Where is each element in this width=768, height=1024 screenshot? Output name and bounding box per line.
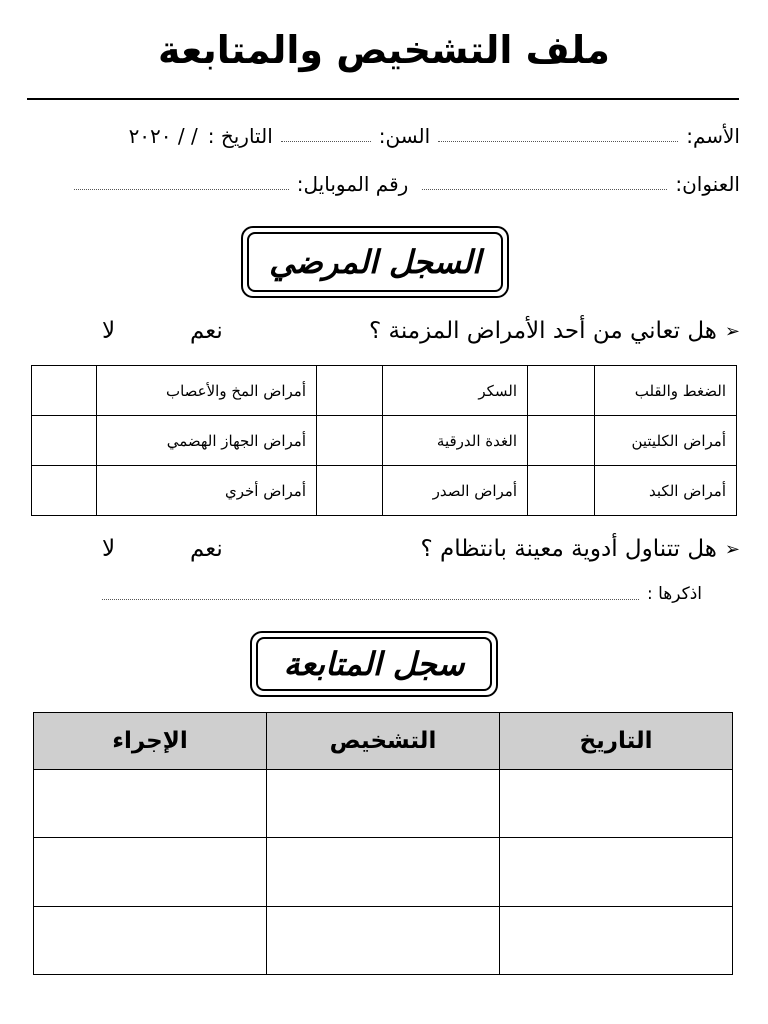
chronic-yes-option[interactable]: نعم [190, 318, 223, 344]
page-title: ملف التشخيص والمتابعة [158, 28, 610, 72]
follow-up-cell[interactable] [500, 838, 733, 906]
follow-up-table [33, 712, 733, 975]
follow-up-cell[interactable] [267, 838, 500, 906]
patient-info-row-2 [40, 160, 740, 196]
table-row [34, 838, 733, 906]
medication-no-option[interactable]: لا [102, 536, 116, 562]
mobile-label: رقم الموبايل: [296, 172, 409, 196]
address-field[interactable] [422, 189, 667, 190]
column-header-diagnosis: التشخيص [267, 713, 500, 770]
follow-up-banner-text: سجل المتابعة [256, 637, 492, 691]
disease-checkbox[interactable] [528, 466, 595, 516]
title-divider [27, 98, 739, 100]
column-header-date: التاريخ [500, 713, 733, 770]
disease-label: أمراض الجهاز الهضمي [97, 416, 317, 466]
table-row [32, 416, 737, 466]
table-row [32, 466, 737, 516]
table-header-row [34, 713, 733, 770]
disease-checkbox[interactable] [32, 416, 97, 466]
disease-checkbox[interactable] [317, 366, 383, 416]
medical-record-banner-text: السجل المرضي [247, 232, 503, 292]
disease-label: السكر [383, 366, 528, 416]
disease-label: أمراض الصدر [383, 466, 528, 516]
arrow-bullet-icon: ➢ [724, 320, 740, 342]
disease-checkbox[interactable] [317, 416, 383, 466]
chronic-question-text: هل تعاني من أحد الأمراض المزمنة ؟ [369, 318, 717, 344]
disease-checkbox[interactable] [528, 366, 595, 416]
column-header-procedure: الإجراء [34, 713, 267, 770]
chronic-diseases-table [31, 365, 737, 516]
date-value[interactable]: / / ٢٠٢٠ [128, 124, 198, 148]
medication-question [40, 532, 740, 566]
table-row [34, 906, 733, 974]
arrow-bullet-icon: ➢ [724, 538, 740, 560]
medical-record-banner [241, 226, 509, 298]
address-label: العنوان: [675, 172, 740, 196]
medication-list-field[interactable] [102, 599, 639, 600]
patient-info-row-1 [40, 112, 740, 148]
age-field[interactable] [281, 141, 371, 142]
follow-up-cell[interactable] [500, 906, 733, 974]
follow-up-banner [250, 631, 498, 697]
follow-up-cell[interactable] [267, 770, 500, 838]
table-row [34, 770, 733, 838]
disease-label: الضغط والقلب [595, 366, 737, 416]
name-label: الأسم: [686, 124, 740, 148]
disease-checkbox[interactable] [528, 416, 595, 466]
chronic-no-option[interactable]: لا [102, 318, 116, 344]
disease-checkbox[interactable] [317, 466, 383, 516]
follow-up-cell[interactable] [500, 770, 733, 838]
medication-question-text: هل تتناول أدوية معينة بانتظام ؟ [420, 536, 717, 562]
medication-mention-row [94, 580, 702, 604]
follow-up-cell[interactable] [34, 838, 267, 906]
disease-label: أمراض المخ والأعصاب [97, 366, 317, 416]
disease-label: الغدة الدرقية [383, 416, 528, 466]
follow-up-cell[interactable] [34, 770, 267, 838]
disease-label: أمراض الكبد [595, 466, 737, 516]
mention-label: اذكرها : [646, 584, 702, 604]
disease-label: أمراض الكليتين [595, 416, 737, 466]
follow-up-cell[interactable] [34, 906, 267, 974]
table-row [32, 366, 737, 416]
date-label: التاريخ : [207, 124, 273, 148]
mobile-field[interactable] [74, 189, 289, 190]
chronic-diseases-question [40, 314, 740, 348]
name-field[interactable] [438, 141, 678, 142]
age-label: السن: [378, 124, 431, 148]
disease-label: أمراض أخري [97, 466, 317, 516]
follow-up-cell[interactable] [267, 906, 500, 974]
disease-checkbox[interactable] [32, 366, 97, 416]
disease-checkbox[interactable] [32, 466, 97, 516]
medication-yes-option[interactable]: نعم [190, 536, 223, 562]
